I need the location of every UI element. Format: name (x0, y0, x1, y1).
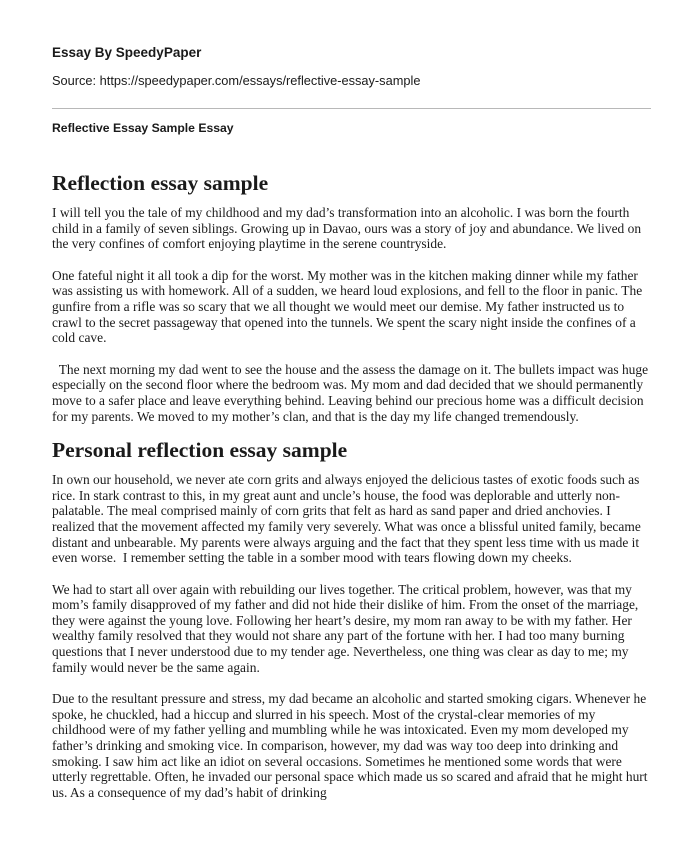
header-divider (52, 108, 651, 109)
paragraph: Due to the resultant pressure and stress, my dad became an alcoholic and started smoking cigars. Whenever he spoke, he chuckled, had a hiccup and slurred in his speech. Most of the crystal-clear memories of my childhood were of my father yelling and mumbling while he was intoxicated. Even my mom developed my father’s drinking and smoking vice. In comparison, however, my dad was way too deep into drinking and smoking. I saw him act like an idiot on several occasions. Sometimes he mentioned some words that were utterly regrettable. Often, he invaded our personal space which made us so scared and afraid that he might hurt us. As a consequence of my dad’s habit of drinking (52, 691, 648, 800)
paragraph: I will tell you the tale of my childhood and my dad’s transformation into an alcoholic. I was born the fourth child in a family of seven siblings. Growing up in Davao, ours was a story of joy and abundance. We lived on the very confines of comfort enjoying playtime in the serene countryside. (52, 205, 642, 252)
paragraph: One fateful night it all took a dip for the worst. My mother was in the kitchen making dinner while my father was assisting us with homework. All of a sudden, we heard loud explosions, and fell to the floor in panic. The gunfire from a rifle was so scary that we all thought we would meet our demise. My father instructed us to crawl to the secret passageway that opened into the tunnels. We spent the scary night inside the confines of a cold cave. (52, 267, 643, 346)
section-heading: Personal reflection essay sample (52, 438, 348, 463)
source-line: Source: https://speedypaper.com/essays/reflective-essay-sample (52, 73, 421, 88)
paragraph: In own our household, we never ate corn grits and always enjoyed the delicious tastes of exotic foods such as rice. In stark contrast to this, in my great aunt and uncle’s house, the food was deplorable and utterly non-palatable. The meal comprised mainly of corn grits that felt as hard as sand paper and dried anchovies. I realized that the movement affected my family very severely. What was once a blissful united family, became distant and unbearable. My parents were always arguing and the fact that they spent less time with us made it even worse. I remember setting the table in a somber mood with tears flowing down my cheeks. (52, 472, 645, 566)
paragraph: We had to start all over again with rebuilding our lives together. The critical problem, however, was that my mom’s family disapproved of my father and did not hide their dislike of him. From the onset of the marriage, they were against the young love. Following her heart’s desire, my mom ran away to be with my father. Her wealthy family resolved that they would not share any part of the fortune with her. I had too many burning questions that I never understood due to my tender age. Nevertheless, one thing was clear as day to me; my family would never be the same again. (52, 581, 639, 675)
essay-label: Reflective Essay Sample Essay (52, 121, 234, 135)
document-header-title: Essay By SpeedyPaper (52, 45, 202, 60)
section-heading: Reflection essay sample (52, 171, 269, 195)
essay-body (52, 170, 652, 816)
paragraph: The next morning my dad went to see the house and the assess the damage on it. The bullets impact was huge especially on the second floor where the bedroom was. My mom and dad decided that we should permanently move to a safer place and leave everything behind. Leaving behind our precious home was a difficult decision for my parents. We moved to my mother’s clan, and that is the day my life changed tremendously. (52, 361, 652, 424)
